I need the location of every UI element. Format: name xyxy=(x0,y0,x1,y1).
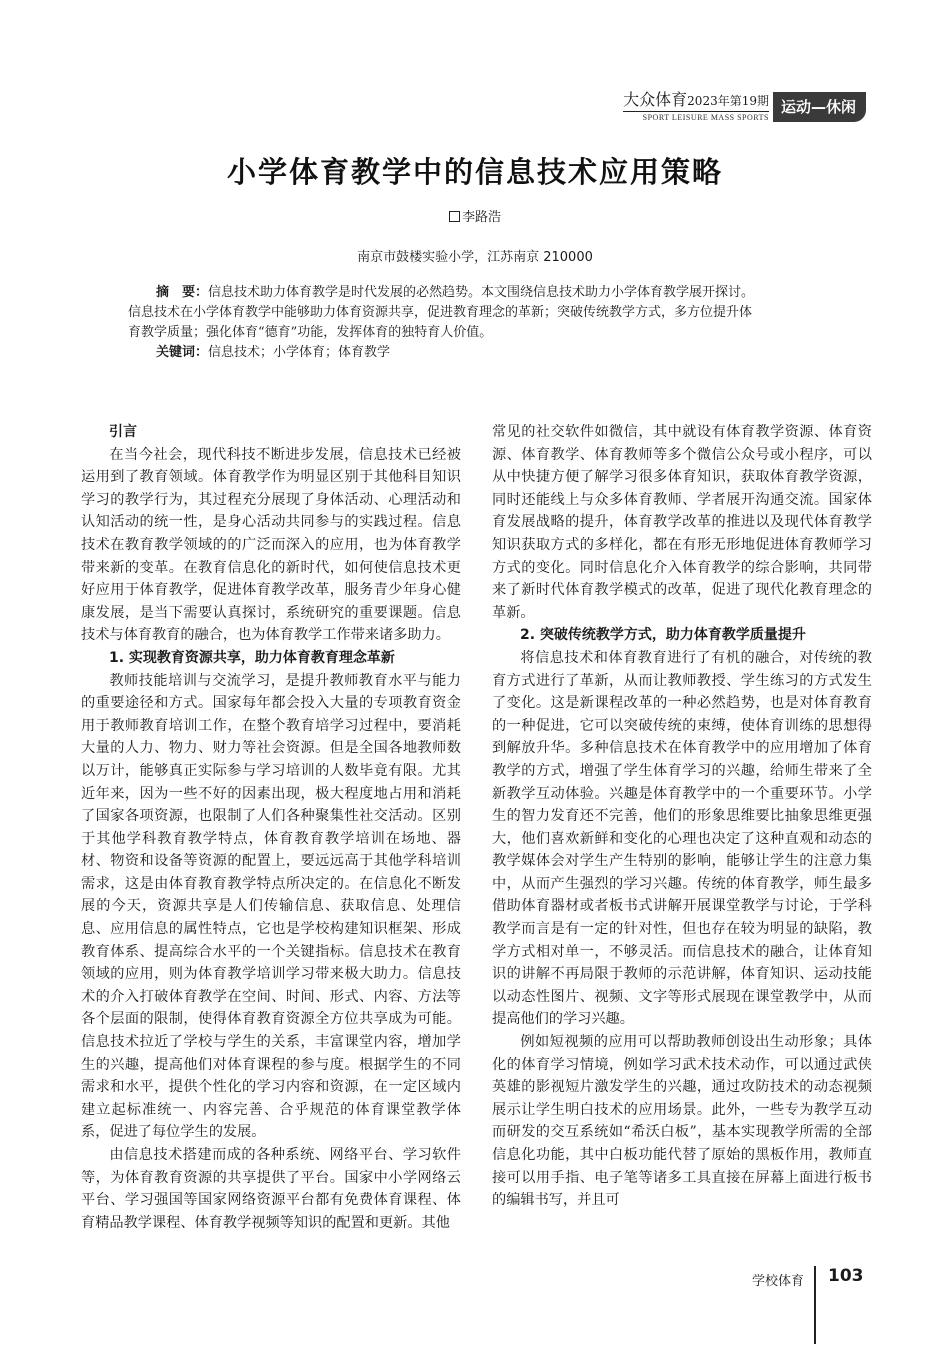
masthead xyxy=(623,90,769,124)
section-1-paragraph-1: 教师技能培训与交流学习，是提升教师教育水平与能力的重要途径和方式。国家每年都会投入大量的专项教育资金用于教师教育培训工作，在整个教育培学习过程中，要消耗大量的人力、物力、财力等社会资源。但是全国各地教师数以万计，能够真正实际参与学习培训的人数毕竟有限。尤其近年来，因为一些不好的因素出现，极大程度地占用和消耗了国家各项资源，也限制了人们各种聚集性社交活动。区别于其他学科教育教学特点，体育教育教学培训在场地、器材、物资和设备等资源的配置上，要远远高于其他学科培训需求，这是由体育教育教学特点所决定的。在信息化不断发展的今天，资源共享是人们传输信息、获取信息、处理信息、应用信息的属性特点，它也是学校构建知识框架、形成教育体系、提高综合水平的一个关键指标。信息技术在教育领域的应用，则为体育教学培训学习带来极大助力。信息技术的介入打破体育教学在空间、时间、形式、内容、方法等各个层面的限制，使得体育教育资源全方位共享成为可能。信息技术拉近了学校与学生的关系，丰富课堂内容，增加学生的兴趣，提高他们对体育课程的参与度。根据学生的不同需求和水平，提供个性化的学习内容和资源，在一定区域内建立起标准统一、内容完善、合乎规范的体育课堂教学体系，促进了每位学生的发展。 xyxy=(81,672,461,1141)
page-header xyxy=(623,90,866,126)
intro-paragraph: 在当今社会，现代科技不断进步发展，信息技术已经被运用到了教育领域。体育教学作为明显区别于其他科目知识学习的教学行为，其过程充分展现了身体活动、心理活动和认知活动的统一性，是身心活动共同参与的实践过程。信息技术在教育教学领域的的广泛而深入的应用，也为体育教学带来新的变革。在教育信息化的新时代，如何使信息技术更好应用于体育教学，促进体育教学改革，服务青少年身心健康发展，是当下需要认真探讨，系统研究的重要课题。信息技术与体育教育的融合，也为体育教学工作带来诸多助力。 xyxy=(81,446,461,644)
footer-journal: 学校体育 xyxy=(751,1274,804,1289)
author-name: 李路浩 xyxy=(461,210,501,225)
section-1-heading: 1. 实现教育资源共享，助力体育教育理念革新 xyxy=(109,649,395,666)
page-footer xyxy=(0,1266,950,1346)
section-tag: 运动—休闲 xyxy=(773,92,866,122)
intro-heading: 引言 xyxy=(109,424,137,440)
section-2-paragraph-1: 将信息技术和体育教育进行了有机的融合，对传统的教育方式进行了革新，从而让教师教授、学生练习的方式发生了变化。这是新课程改革的一种必然趋势，也是对体育教育的一种促进，它可以突破传统的束缚，使体育训练的思想得到解放升华。多种信息技术在体育教学中的应用增加了体育教学的方式，增强了学生体育学习的兴趣，给师生带来了全新教学互动体验。兴趣是体育教学中的一个重要环节。小学生的智力发育还不完善，他们的形象思维要比抽象思维更强大，他们喜欢新鲜和变化的心理也决定了这种直观和动态的教学媒体会对学生产生特别的影响，能够让学生的注意力集中，从而产生强烈的学习兴趣。传统的体育教学，师生最多借助体育器材或者板书式讲解开展课堂教学与讨论，于学科教学而言是有一定的针对性，但也存在较为明显的缺陷，教学方式相对单一，不够灵活。而信息技术的融合，让体育知识的讲解不再局限于教师的示范讲解，体育知识、运动技能以动态性图片、视频、文字等形式展现在课堂教学中，从而提高他们的学习兴趣。 xyxy=(492,649,872,1028)
section-2-paragraph-2: 例如短视频的应用可以帮助教师创设出生动形象；具体化的体育学习情境，例如学习武术技术动作，可以通过武侠英雄的影视短片激发学生的兴趣，通过攻防技术的动态视频展示让学生明白技术的应用场景。此外，一些专为教学互动而研发的交互系统如“希沃白板”，基本实现教学所需的全部信息化功能，其中白板功能代替了原始的黑板作用，教师直接可以用手指、电子笔等诸多工具直接在屏幕上面进行板书的编辑书写，并且可 xyxy=(492,1034,872,1209)
section-1-paragraph-2: 由信息技术搭建而成的各种系统、网络平台、学习软件等，为体育教育资源的共享提供了平台。国家中小学网络云平台、学习强国等国家网络资源平台都有免费体育课程、体育精品教学课程、体育教学视频等知识的配置和更新。其他 xyxy=(81,1147,461,1231)
abstract-text-2: 信息技术在小学体育教学中能够助力体育资源共享，促进教育理念的革新；突破传统教学方式，多方位提升体 xyxy=(128,305,753,320)
abstract-text-1: 信息技术助力体育教学是时代发展的必然趋势。本文围绕信息技术助力小学体育教学展开探讨。 xyxy=(208,285,755,300)
abstract-label: 摘 要： xyxy=(156,285,209,300)
body-column-left xyxy=(81,421,461,1234)
abstract-text-3: 育教学质量；强化体育“德育”功能，发挥体育的独特育人价值。 xyxy=(128,325,493,340)
abstract-block xyxy=(128,283,828,363)
section-1-paragraph-2-cont: 常见的社交软件如微信，其中就设有体育教学资源、体育资源、体育教学、体育教师等多个微信公众号或小程序，可以从中快捷方便了解学习很多体育知识，获取体育教学资源，同时还能线上与众多体育教师、学者展开沟通交流。国家体育发展战略的提升，体育教学改革的推进以及现代体育教学知识获取方式的多样化，都在有形无形地促进体育教师学习方式的变化。同时信息化介入体育教学的综合影响，共同带来了新时代体育教学模式的改革，促进了现代化教育理念的革新。 xyxy=(492,424,872,621)
article-title: 小学体育教学中的信息技术应用策略 xyxy=(226,155,723,189)
author-line xyxy=(0,206,950,225)
magazine-subtitle: SPORT LEISURE MASS SPORTS xyxy=(623,111,769,124)
section-2-heading: 2. 突破传统教学方式，助力体育教学质量提升 xyxy=(520,627,806,644)
issue-number: 2023年第19期 xyxy=(687,94,769,108)
body-column-right xyxy=(492,421,872,1212)
keywords-text: 信息技术；小学体育；体育教学 xyxy=(208,345,391,360)
magazine-name: 大众体育 xyxy=(623,90,688,109)
footer-divider xyxy=(814,1266,816,1344)
affiliation: 南京市鼓楼实验小学，江苏南京 210000 xyxy=(357,250,593,265)
author-box-icon xyxy=(449,211,460,222)
keywords-label: 关键词： xyxy=(156,345,209,360)
page-number: 103 xyxy=(828,1266,864,1286)
